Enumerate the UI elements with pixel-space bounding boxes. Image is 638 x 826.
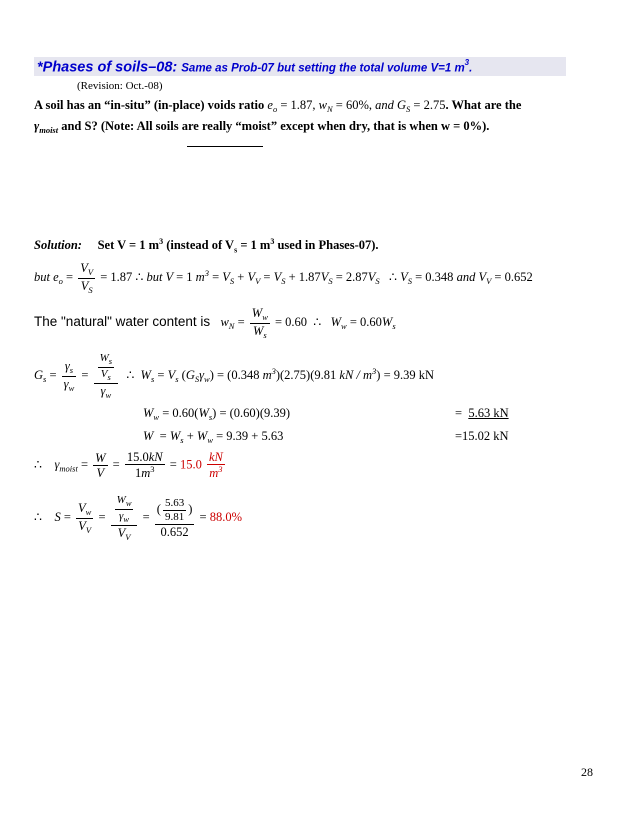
setup-sup2: 3 [270, 237, 275, 246]
ww-result-line: = 5.63 kN [455, 406, 509, 420]
ww-result: 5.63 kN [468, 406, 509, 420]
equation-total-weight: $W = W_s + W_w = 9.39 + 5.63$ [143, 429, 284, 445]
page-number: 28 [581, 765, 593, 779]
setup-c: = 1 m [237, 238, 271, 253]
given-values-formula: $e_o = 1.87$, $w_N = 60\%$, and $G_S = 2.75$ [267, 98, 446, 114]
problem-line-1 [34, 98, 521, 114]
ws-result: 9.39 kN [393, 368, 435, 383]
equation-water-weight: $W_w = 0.60(W_s) = (0.60)(9.39)$ [143, 406, 291, 422]
revision-note: (Revision: Oct.-08) [77, 80, 163, 92]
setup-d: used in Phases-07). [274, 238, 379, 253]
title-sup: 3 [464, 58, 470, 67]
setup-sup1: 3 [159, 237, 164, 246]
title-sub: Same as Prob-07 but setting the total volume V=1 m [181, 62, 465, 75]
gamma-unit-den: m [209, 466, 219, 481]
setup-b: (instead of V [163, 238, 235, 253]
gamma-unit-num: kN [208, 450, 223, 464]
setup-a: Set V = 1 m [97, 238, 160, 253]
page-title [37, 58, 472, 76]
title-end: . [469, 62, 473, 75]
w-result-line [455, 429, 509, 444]
equation-void-ratio: but $e_o$ = $\frac{V_V}{V_S}$ = 1.87 ∴ but V = 1 $m^3 = V_S + V_V = V_S + 1.87V_S = 2.87V_S$ ∴ $V_S = 0.348$ and $V_V = 0.652$ [34, 261, 533, 295]
problem-line2-rest: and S? (Note: All soils are really “moist” except when dry, that is when w = 0%). [61, 119, 490, 133]
solution-label: Solution: [34, 238, 82, 253]
gamma-result: 15.0 [179, 457, 202, 472]
problem-line1-start: A soil has an “in-situ” (in-place) voids ratio [34, 98, 265, 112]
setup-sub: s [234, 245, 238, 255]
w-result: =15.02 kN [455, 429, 509, 443]
gamma-moist-symbol: γ [34, 119, 40, 133]
gamma-moist-subscript: moist [39, 125, 59, 135]
solution-setup [34, 237, 379, 255]
natural-wc-label: The "natural" water content is [34, 314, 211, 330]
equation-specific-gravity: $G_s$ = $\frac{\gamma_s}{\gamma_w}$ = $\frac{\frac{W_s}{V_s}}{\gamma_w}$ ∴ $W_s = V_s$ $(G_S\gamma_w) = (0.348$ $m^3)(2.75)(9.81$ kN / $m^3) = 9.39$ kN [34, 352, 435, 400]
equation-water-content: The "natural" water content is $w_N$ = $\frac{W_w}{W_s}$ = 0.60 ∴ $W_w = 0.60W_s$ [34, 306, 396, 340]
s-result: 88.0% [209, 510, 242, 525]
equation-gamma-moist: ∴ $\gamma_{moist}$ = $\frac{W}{V}$ = $\frac{15.0kN}{1m^3}$ = 15.0 $\frac{kN}{m^3}$ [34, 450, 223, 481]
equation-saturation: ∴ S = $\frac{V_w}{V_V}$ = $\frac{\frac{W_w}{\gamma_w}}{V_V}$ = ( $\frac{5.63}{9.81}$ ) 0.652 = 88.0% [34, 494, 242, 542]
title-main: *Phases of soils–08: [37, 59, 178, 76]
problem-line1-end: . What are the [445, 98, 522, 112]
separator-rule [187, 146, 263, 147]
problem-line-2 [34, 119, 604, 135]
